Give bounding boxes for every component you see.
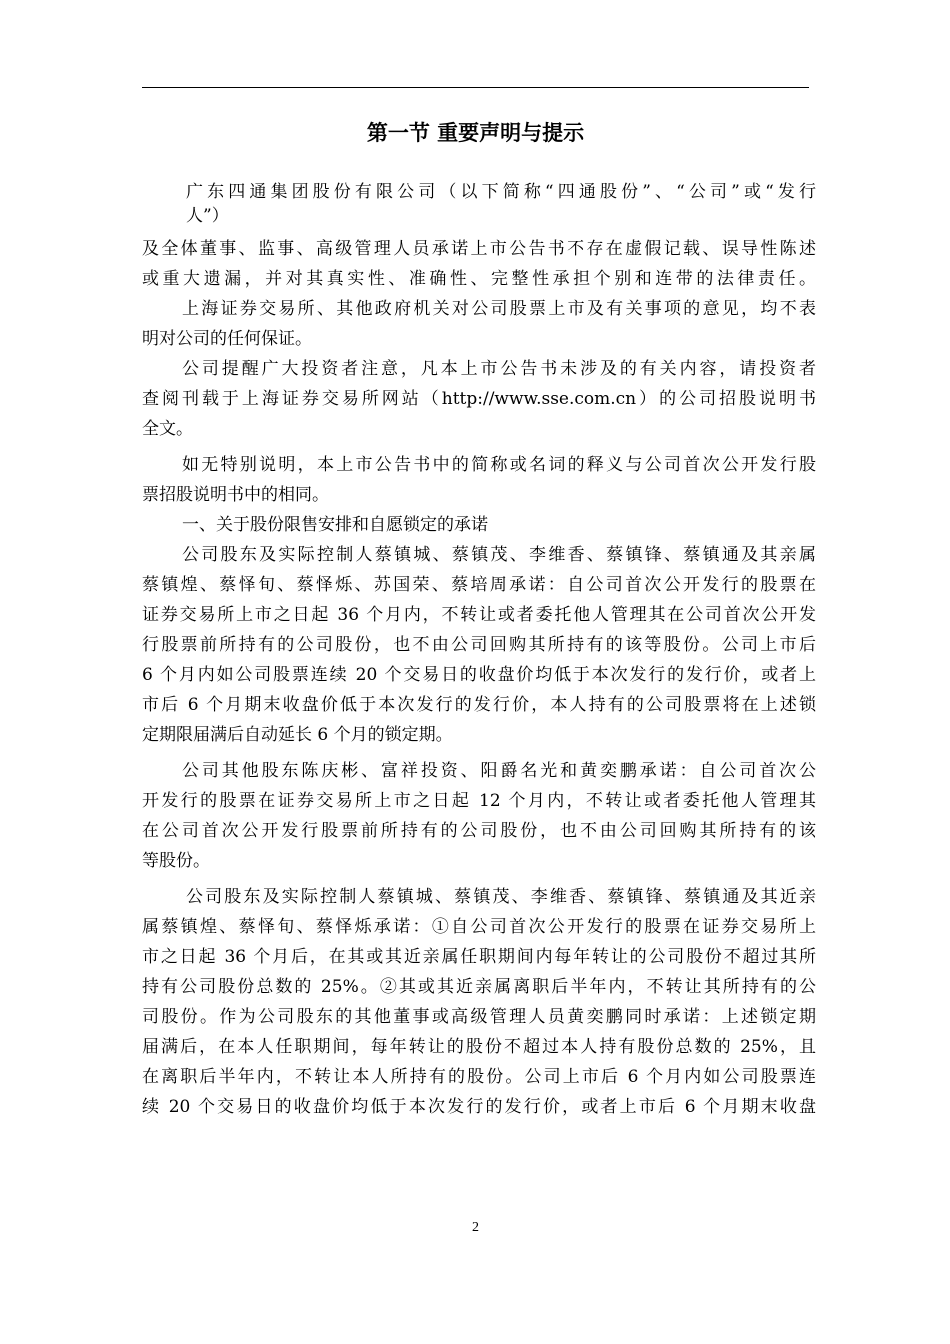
text-line: 开发行的股票在证券交易所上市之日起 12 个月内，不转让或者委托他人管理其 [142, 791, 816, 811]
text-line: 司股份。作为公司股东的其他董事或高级管理人员黄奕鹏同时承诺：上述锁定期 [142, 1007, 816, 1027]
text-line: 人”） [186, 206, 229, 226]
page-number: 2 [472, 1220, 479, 1235]
text-line: 如无特别说明，本上市公告书中的简称或名词的释义与公司首次公开发行股 [182, 455, 816, 475]
text-line: 公司股东及实际控制人蔡镇城、蔡镇茂、李维香、蔡镇锋、蔡镇通及其亲属 [182, 545, 816, 565]
text-line: 行股票前所持有的公司股份，也不由公司回购其所持有的该等股份。公司上市后 [142, 635, 816, 655]
text-line: 届满后，在本人任职期间，每年转让的股份不超过本人持有股份总数的 25%，且 [142, 1037, 816, 1057]
text-line: 明对公司的任何保证。 [142, 329, 312, 349]
text-line: 查阅刊载于上海证券交易所网站（http://www.sse.com.cn）的公司招股说明书 [142, 389, 816, 409]
header-rule [142, 87, 809, 88]
text-line: 在离职后半年内，不转让本人所持有的股份。公司上市后 6 个月内如公司股票连 [142, 1067, 816, 1087]
text-line: 属蔡镇煌、蔡怿旬、蔡怿烁承诺：①自公司首次公开发行的股票在证券交易所上 [142, 917, 816, 937]
text-line: 公司其他股东陈庆彬、富祥投资、阳爵名光和黄奕鹏承诺：自公司首次公 [182, 761, 816, 781]
section-title: 第一节 重要声明与提示 [366, 121, 585, 145]
text-line: 续 20 个交易日的收盘价均低于本次发行的发行价，或者上市后 6 个月期末收盘 [142, 1097, 816, 1117]
text-line: 在公司首次公开发行股票前所持有的公司股份，也不由公司回购其所持有的该 [142, 821, 816, 841]
text-line: 6 个月内如公司股票连续 20 个交易日的收盘价均低于本次发行的发行价，或者上 [142, 665, 816, 685]
text-line: 市后 6 个月期末收盘价低于本次发行的发行价，本人持有的公司股票将在上述锁 [142, 695, 816, 715]
text-line: 公司股东及实际控制人蔡镇城、蔡镇茂、李维香、蔡镇锋、蔡镇通及其近亲 [186, 887, 816, 907]
text-line: 持有公司股份总数的 25%。②其或其近亲属离职后半年内，不转让其所持有的公 [142, 977, 816, 997]
text-line: 证券交易所上市之日起 36 个月内，不转让或者委托他人管理其在公司首次公开发 [142, 605, 816, 625]
text-line: 定期限届满后自动延长 6 个月的锁定期。 [142, 725, 453, 745]
text-line: 票招股说明书中的相同。 [142, 485, 329, 505]
text-line: 或重大遗漏，并对其真实性、准确性、完整性承担个别和连带的法律责任。 [142, 269, 816, 289]
text-line: 及全体董事、监事、高级管理人员承诺上市公告书不存在虚假记载、误导性陈述 [142, 239, 816, 259]
text-line: 公司提醒广大投资者注意，凡本上市公告书未涉及的有关内容，请投资者 [182, 359, 816, 379]
text-line: 市之日起 36 个月后，在其或其近亲属任职期间内每年转让的公司股份不超过其所 [142, 947, 816, 967]
subsection-heading: 一、关于股份限售安排和自愿锁定的承诺 [182, 515, 488, 535]
text-line: 全文。 [142, 419, 193, 439]
text-line: 等股份。 [142, 851, 210, 871]
text-line: 上海证券交易所、其他政府机关对公司股票上市及有关事项的意见，均不表 [182, 299, 816, 319]
text-line: 广东四通集团股份有限公司（以下简称“四通股份”、“公司”或“发行 [186, 182, 816, 202]
document-body [142, 180, 816, 1122]
text-line: 蔡镇煌、蔡怿旬、蔡怿烁、苏国荣、蔡培周承诺：自公司首次公开发行的股票在 [142, 575, 816, 595]
